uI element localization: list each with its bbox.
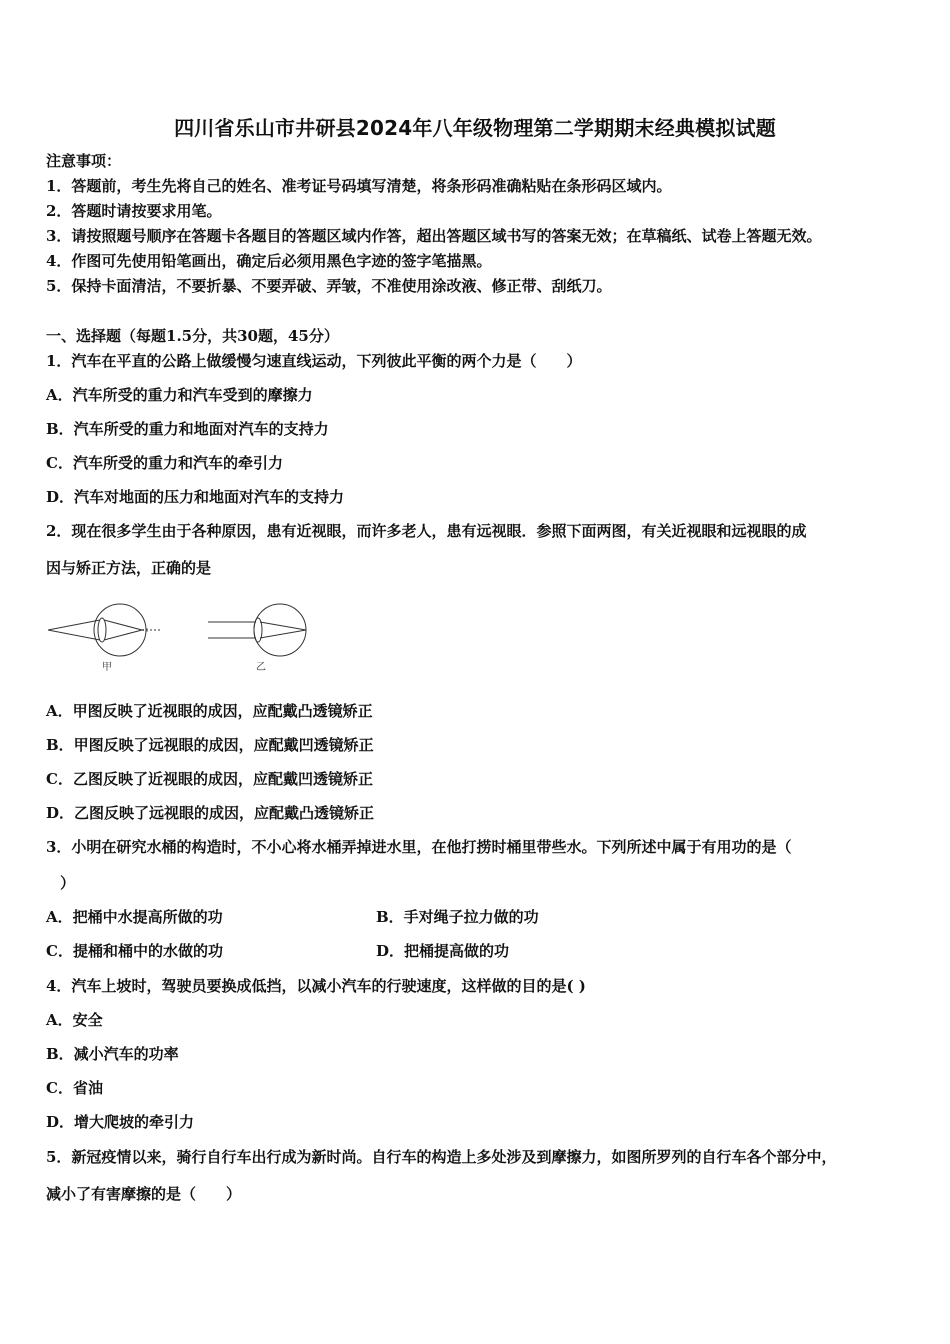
q2-option-d: D．乙图反映了远视眼的成因，应配戴凸透镜矫正 [46,804,375,822]
page-title: 四川省乐山市井研县2024年八年级物理第二学期期末经典模拟试题 [174,116,776,140]
eye-diagram [44,598,324,678]
q2-stem-line2: 因与矫正方法，正确的是 [46,559,212,577]
q3-option-d: D．把桶提高做的功 [376,942,510,960]
section-heading: 一、选择题（每题1.5分，共30题，45分） [46,327,339,345]
q4-option-a: A．安全 [46,1011,103,1029]
notice-item-1: 1．答题前，考生先将自己的姓名、准考证号码填写清楚，将条形码准确粘贴在条形码区域内。 [46,177,672,195]
q4-stem: 4．汽车上坡时，驾驶员要换成低挡，以减小汽车的行驶速度，这样做的目的是( ) [46,977,586,995]
q4-option-c: C．省油 [46,1079,103,1097]
figure-label-jia: 甲 [102,662,112,673]
q3-option-b: B．手对绳子拉力做的功 [376,908,539,926]
q3-option-a: A．把桶中水提高所做的功 [46,908,223,926]
q1-option-c: C．汽车所受的重力和汽车的牵引力 [46,454,283,472]
notice-item-3: 3．请按照题号顺序在答题卡各题目的答题区域内作答，超出答题区域书写的答案无效；在草稿纸、试卷上答题无效。 [46,227,822,245]
notice-item-5: 5．保持卡面清洁，不要折暴、不要弄破、弄皱，不准使用涂改液、修正带、刮纸刀。 [46,277,612,295]
q3-option-c: C．提桶和桶中的水做的功 [46,942,223,960]
figure-label-yi: 乙 [256,662,266,673]
eye-figure-yi [208,604,306,656]
q2-option-b: B．甲图反映了远视眼的成因，应配戴凹透镜矫正 [46,736,374,754]
eye-diagram-svg [44,598,324,678]
q1-option-b: B．汽车所受的重力和地面对汽车的支持力 [46,420,329,438]
q2-option-c: C．乙图反映了近视眼的成因，应配戴凹透镜矫正 [46,770,373,788]
notice-heading: 注意事项： [46,152,122,170]
q1-stem: 1．汽车在平直的公路上做缓慢匀速直线运动，下列彼此平衡的两个力是（ ） [46,352,582,370]
q1-option-d: D．汽车对地面的压力和地面对汽车的支持力 [46,488,345,506]
eye-figure-jia [48,604,162,656]
q1-option-a: A．汽车所受的重力和汽车受到的摩擦力 [46,386,313,404]
q4-option-d: D．增大爬坡的牵引力 [46,1113,195,1131]
notice-item-2: 2．答题时请按要求用笔。 [46,202,222,220]
q3-stem-line2: ） [60,874,76,892]
q2-stem-line1: 2．现在很多学生由于各种原因，患有近视眼，而许多老人，患有远视眼．参照下面两图，有关近视眼和远视眼的成 [46,522,807,540]
notice-item-4: 4．作图可先使用铅笔画出，确定后必须用黑色字迹的签字笔描黑。 [46,252,492,270]
q5-stem-line1: 5．新冠疫情以来，骑行自行车出行成为新时尚。自行车的构造上多处涉及到摩擦力，如图所罗列的自行车各个部分中， [46,1148,837,1166]
q4-option-b: B．减小汽车的功率 [46,1045,179,1063]
q5-stem-line2: 减小了有害摩擦的是（ ） [46,1185,242,1203]
q2-option-a: A．甲图反映了近视眼的成因，应配戴凸透镜矫正 [46,702,373,720]
q3-stem-line1: 3．小明在研究水桶的构造时，不小心将水桶弄掉进水里，在他打捞时桶里带些水。下列所述中属于有用功的是（ [46,838,792,856]
